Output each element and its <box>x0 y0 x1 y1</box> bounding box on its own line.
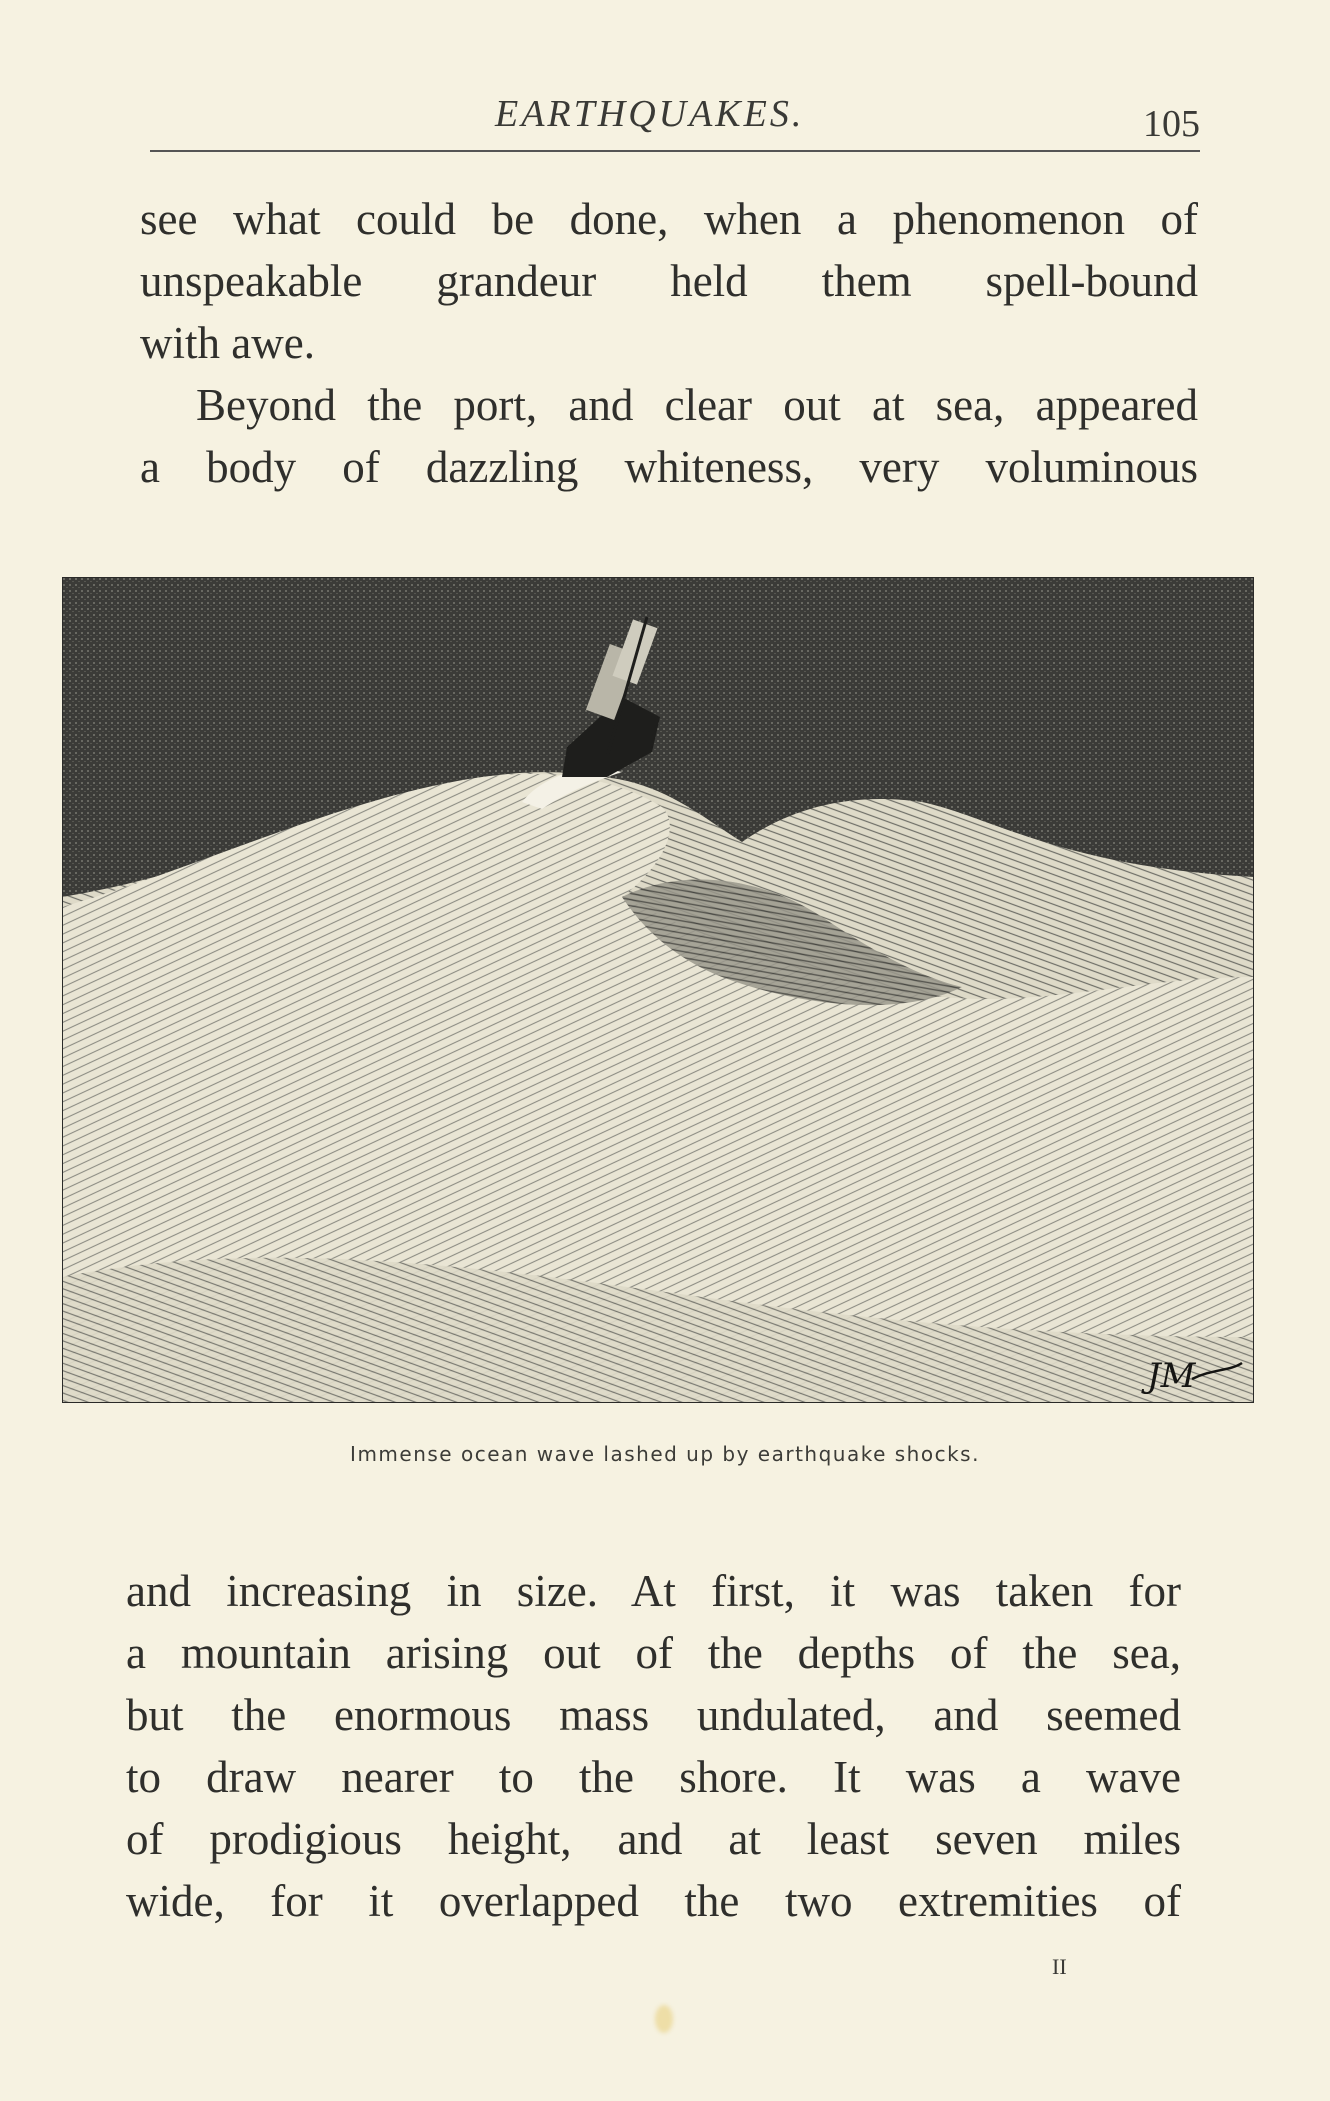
svg-text:JM: JM <box>1147 1356 1196 1396</box>
text-line: and increasing in size. At first, it was taken for <box>126 1566 1181 1616</box>
page-number: 105 <box>1143 103 1200 145</box>
header-rule <box>150 150 1200 152</box>
wave-engraving <box>62 577 1254 1403</box>
figure-caption: Immense ocean wave lashed up by earthquake shocks. <box>350 1442 980 1466</box>
paragraph-3 <box>126 1560 1181 1932</box>
text-line: to draw nearer to the shore. It was a wave <box>126 1752 1181 1802</box>
text-line: a mountain arising out of the depths of the sea, <box>126 1628 1181 1678</box>
text-line: but the enormous mass undulated, and seemed <box>126 1690 1181 1740</box>
paragraph-1 <box>140 188 1198 374</box>
text-line: wide, for it overlapped the two extremities of <box>126 1876 1181 1926</box>
text-line: see what could be done, when a phenomenon of <box>140 194 1198 244</box>
text-line: with awe. <box>140 318 315 368</box>
text-line: a body of dazzling whiteness, very voluminous <box>140 442 1198 492</box>
paragraph-2 <box>140 374 1198 498</box>
text-line: unspeakable grandeur held them spell-bound <box>140 256 1198 306</box>
text-line: of prodigious height, and at least seven miles <box>126 1814 1181 1864</box>
running-title: EARTHQUAKES. <box>495 93 805 135</box>
signature-mark: II <box>1052 1954 1067 1979</box>
text-line: Beyond the port, and clear out at sea, appeared <box>196 380 1198 430</box>
engraving-illustration <box>62 577 1254 1403</box>
paper-stain <box>655 2005 673 2033</box>
running-head <box>150 92 1200 145</box>
